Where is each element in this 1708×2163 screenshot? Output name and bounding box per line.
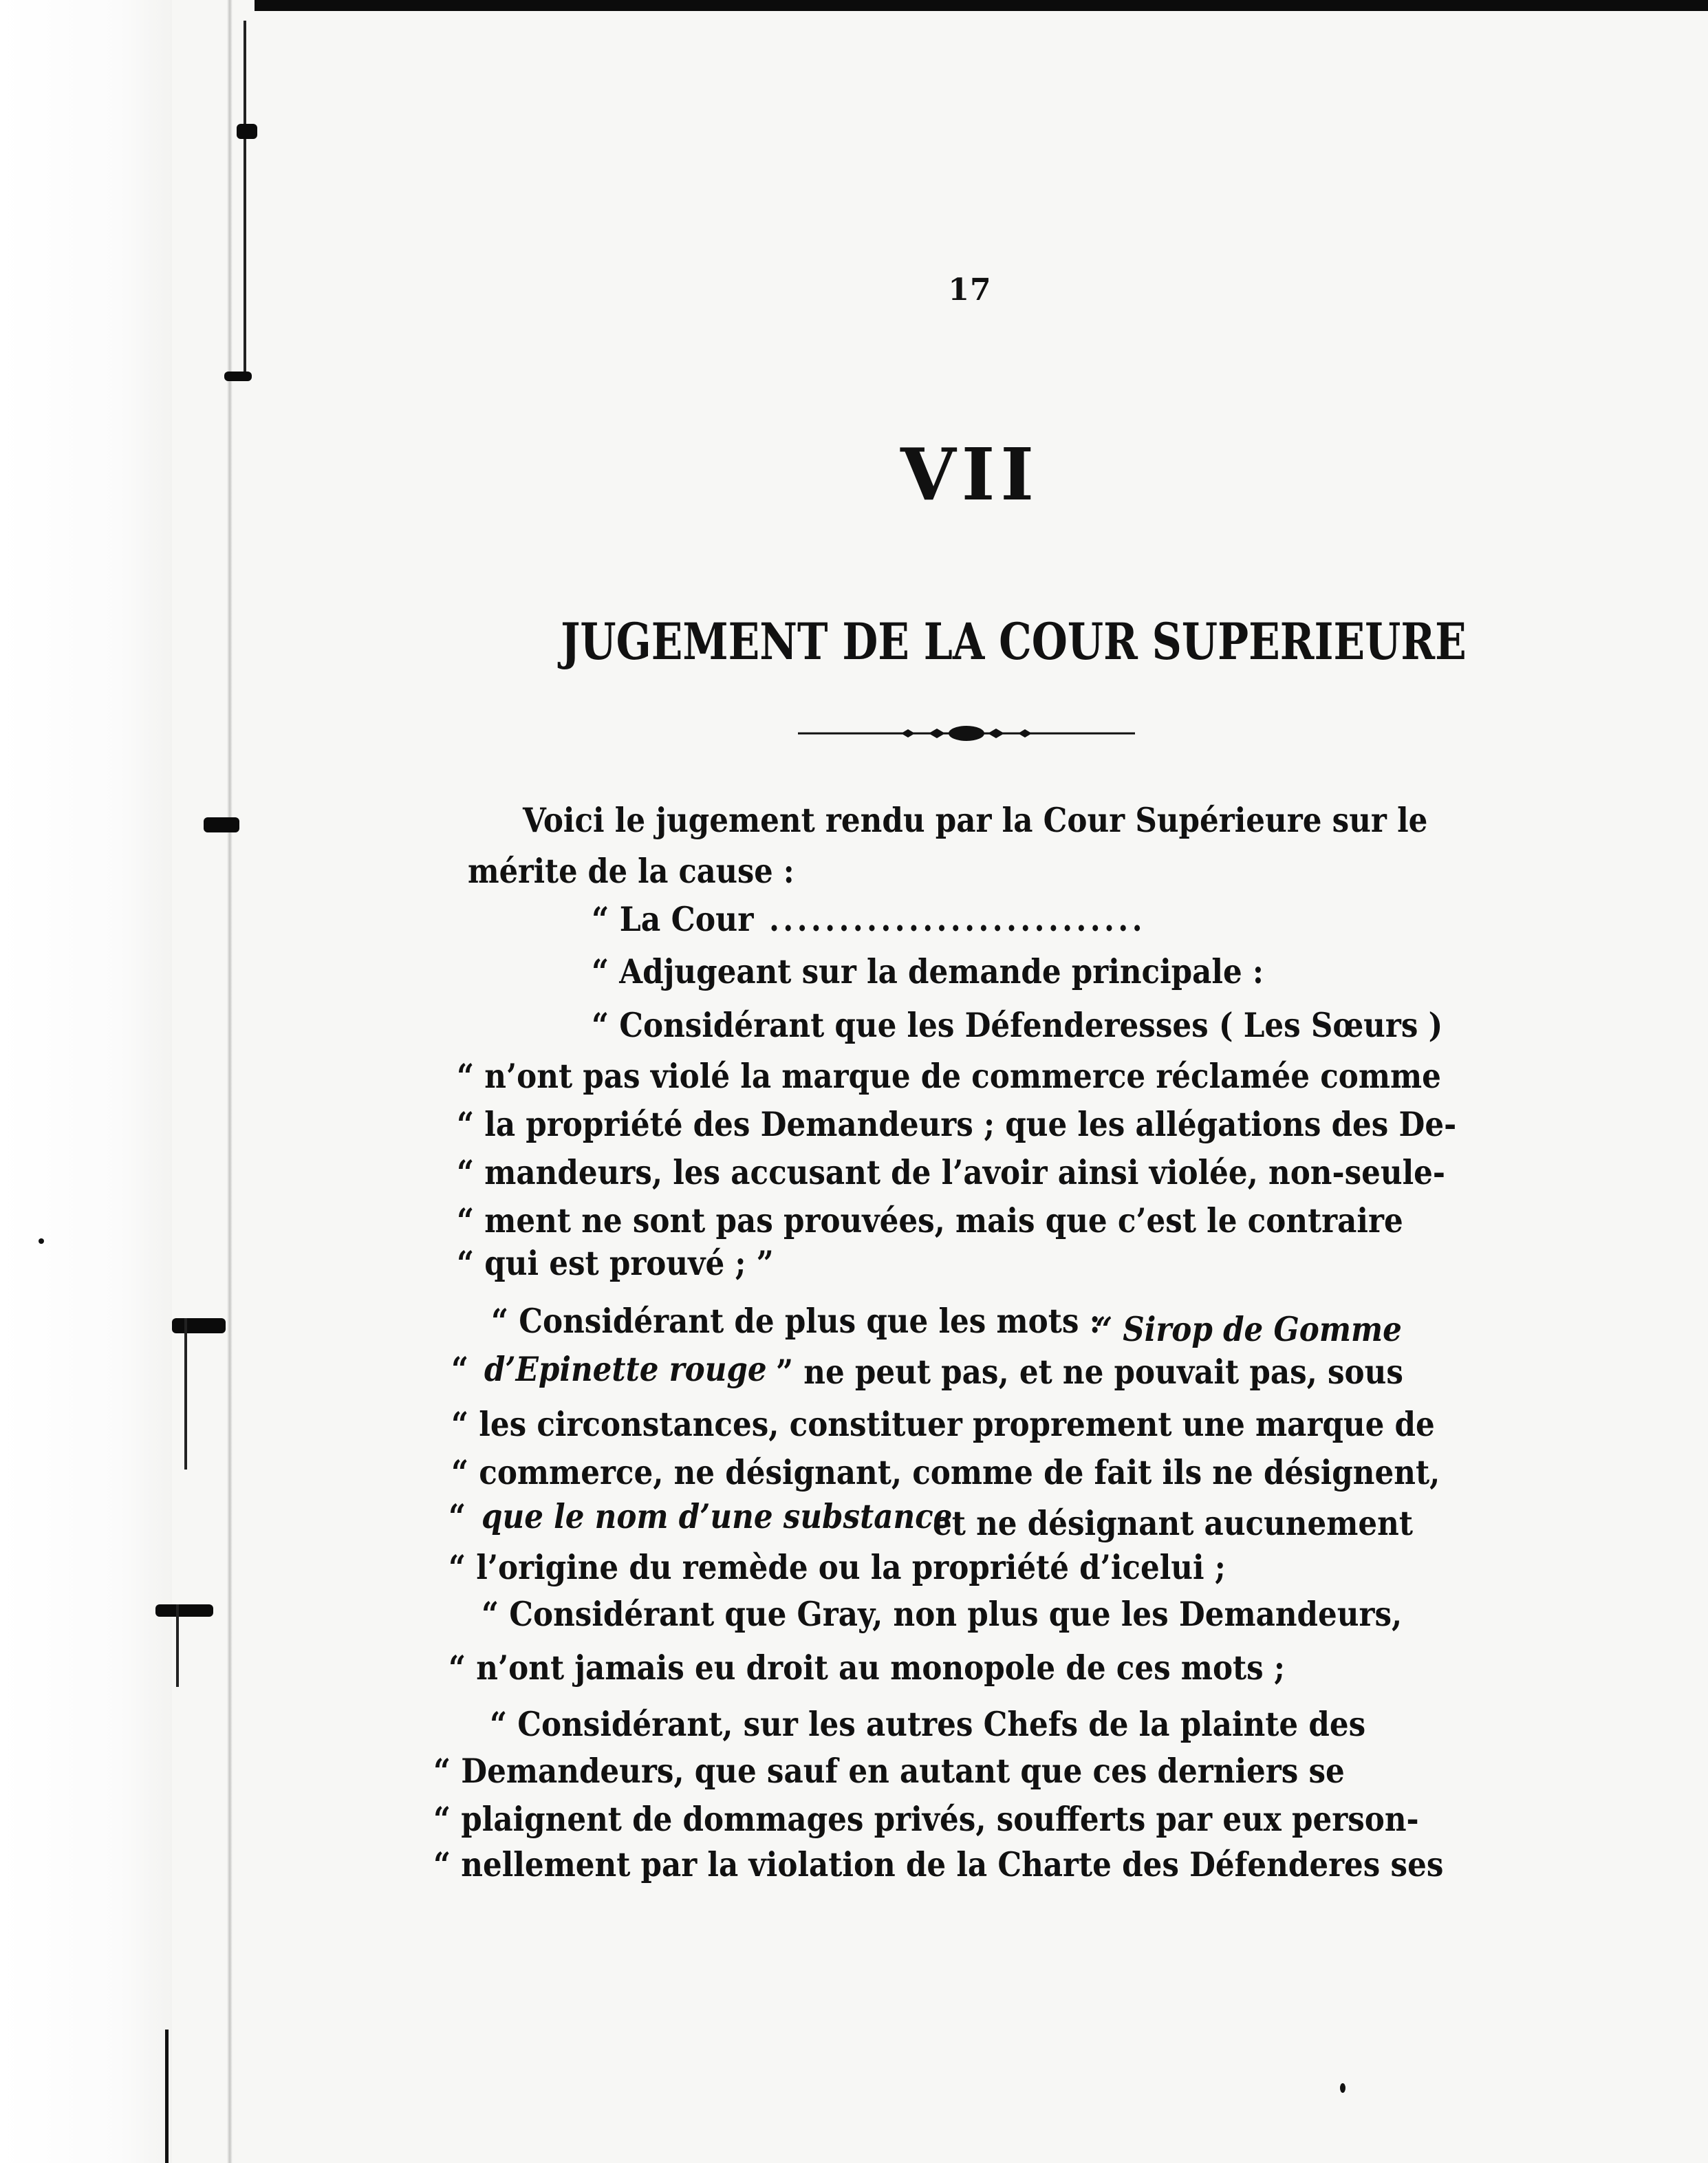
scan-speck [1340, 2083, 1345, 2093]
body-line: “ [448, 1496, 466, 1536]
body-line: “ n’ont jamais eu droit au monopole de ces mots ; [448, 1648, 1286, 1688]
chapter-numeral: VII [900, 432, 1039, 517]
body-line-italic: que le nom d’une substance [482, 1496, 953, 1536]
body-line: “ commerce, ne désignant, comme de fait ils ne désignent, [451, 1452, 1440, 1492]
binding-stitch [155, 1604, 213, 1617]
binding-stitch [204, 817, 239, 832]
body-line: “ mandeurs, les accusant de l’avoir ainsi violée, non-seule- [457, 1152, 1446, 1192]
body-line: “ Considérant que Gray, non plus que les Demandeurs, [482, 1594, 1403, 1634]
binding-stitch [224, 372, 252, 381]
body-line: “ les circonstances, constituer proprement une marque de [451, 1404, 1435, 1444]
body-line: ” ne peut pas, et ne pouvait pas, sous [776, 1352, 1403, 1392]
body-line: “ La Cour [592, 899, 754, 939]
scan-top-border [255, 0, 1708, 11]
body-line: “ Adjugeant sur la demande principale : [592, 951, 1264, 991]
body-line: et ne désignant aucunement [933, 1503, 1413, 1543]
body-line: “ Considérant, sur les autres Chefs de la plainte des [490, 1704, 1366, 1744]
body-line: “ plaignent de dommages privés, soufferts par eux person- [433, 1799, 1419, 1839]
body-line: “ la propriété des Demandeurs ; que les allégations des De- [457, 1104, 1457, 1144]
body-line: Voici le jugement rendu par la Cour Supérieure sur le [523, 800, 1428, 840]
body-line: mérite de la cause : [468, 851, 794, 891]
body-line: “ qui est prouvé ; ” [457, 1243, 774, 1283]
binding-thread [244, 21, 246, 378]
scan-bottom-edge [165, 2030, 169, 2163]
binding-thread [184, 1318, 187, 1470]
left-page-margin [0, 0, 172, 2163]
body-line-italic: “ Sirop de Gomme [1095, 1309, 1402, 1349]
body-line: “ ment ne sont pas prouvées, mais que c’est le contraire [457, 1201, 1403, 1240]
body-line: “ [451, 1349, 469, 1389]
leader-dots: ........................... [769, 899, 1146, 939]
body-line-italic: d’Epinette rouge [484, 1349, 767, 1389]
body-line: “ Considérant de plus que les mots : [491, 1301, 1101, 1341]
binding-stitch [172, 1318, 226, 1333]
body-line: “ Considérant que les Défenderesses ( Les Sœurs ) [592, 1005, 1443, 1045]
body-line: “ n’ont pas violé la marque de commerce réclamée comme [457, 1056, 1441, 1096]
body-line: “ l’origine du remède ou la propriété d’icelui ; [448, 1547, 1226, 1587]
ornamental-divider-icon [798, 720, 1135, 747]
page-number: 17 [948, 272, 992, 308]
scan-speck [39, 1238, 44, 1244]
body-line: “ nellement par la violation de la Charte des Défenderes ses [433, 1844, 1444, 1884]
binding-stitch [237, 124, 257, 139]
binding-thread [176, 1604, 179, 1687]
body-line: “ Demandeurs, que sauf en autant que ces derniers se [433, 1751, 1345, 1791]
binding-edge [227, 0, 233, 2163]
chapter-title: JUGEMENT DE LA COUR SUPERIEURE [561, 612, 1467, 671]
